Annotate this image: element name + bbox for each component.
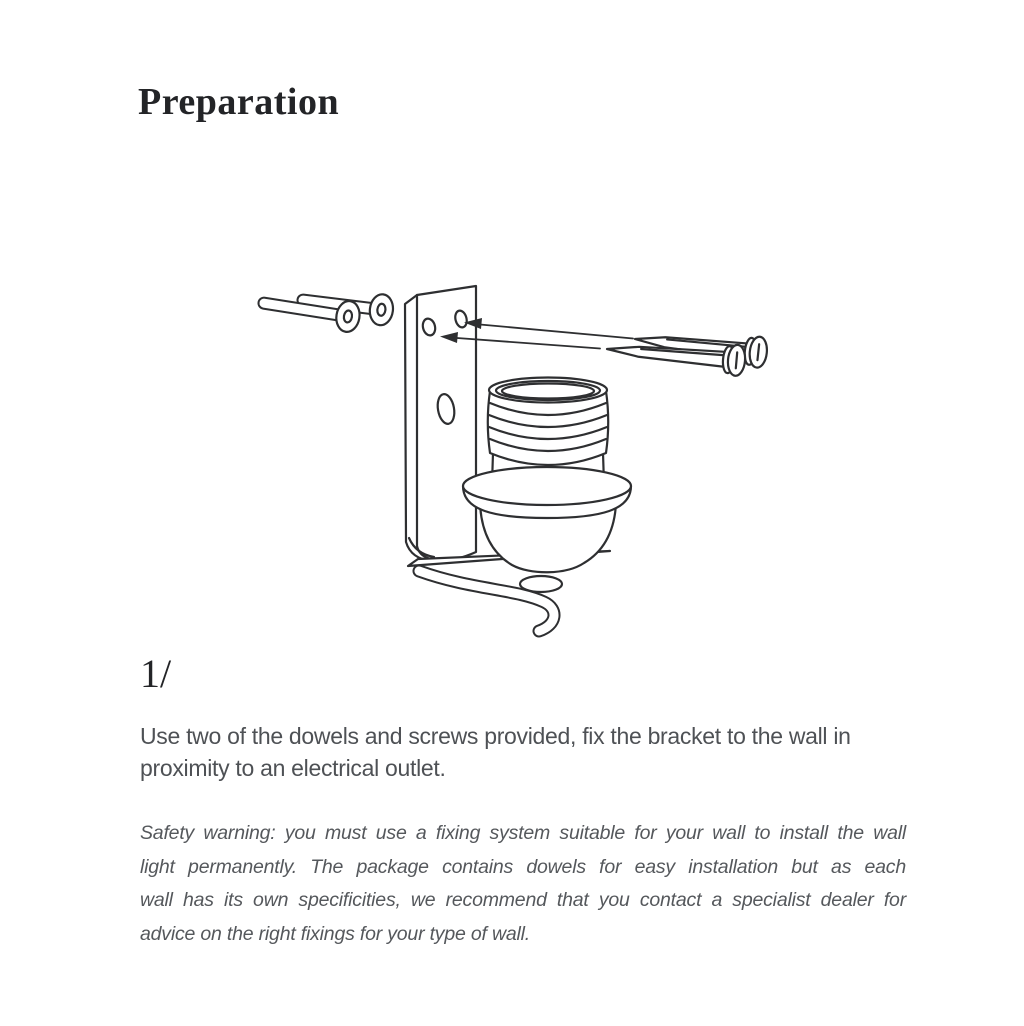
instruction-line: Use two of the dowels and screws provided, fix the bracket to the wall in	[140, 723, 851, 749]
step-instruction	[140, 720, 851, 784]
safety-warning-line: Safety warning: you must use a fixing system suitable for your wall to install the wall	[140, 822, 906, 844]
safety-warning-line: wall has its own specificities, we recommend that you contact a specialist dealer for	[140, 889, 906, 911]
step-number: 1/	[140, 651, 172, 696]
safety-warning-line: light permanently. The package contains dowels for easy installation but as each	[140, 855, 906, 878]
flange-icon	[463, 467, 631, 518]
safety-warning	[140, 817, 906, 951]
instruction-line: proximity to an electrical outlet.	[140, 755, 446, 781]
assembly-diagram	[240, 260, 800, 640]
page-title: Preparation	[138, 81, 340, 123]
insertion-arrow-icon	[464, 318, 633, 339]
safety-warning-line: advice on the right fixings for your type of wall.	[140, 922, 530, 945]
assembly-diagram-illustration	[240, 260, 800, 640]
